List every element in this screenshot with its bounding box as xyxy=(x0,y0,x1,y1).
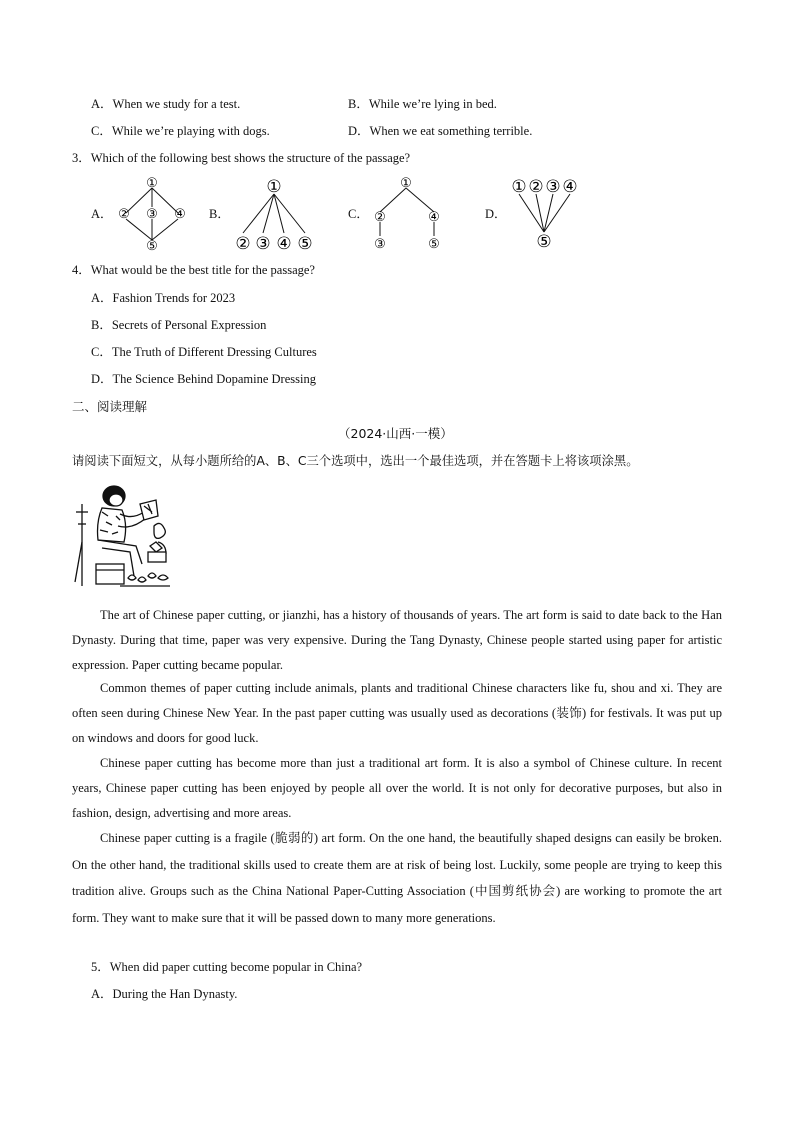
passage-source: （2024·山西·一模） xyxy=(338,426,453,441)
node-1: ① xyxy=(146,175,158,190)
q4-option-a: A．Fashion Trends for 2023 xyxy=(91,291,236,305)
passage-paragraph-4: Chinese paper cutting is a fragile (脆弱的) art form. On the one hand, the beautifully shaped designs can easily be broken. On the other hand, the traditional skills used to create them are at risk of being lost. Luckily, some people are trying to keep this tradition alive. Groups such as the China National Paper-Cutting Association (中国剪纸协会) are working to promote the art form. They want to make sure that it will be passed down to many more generations. xyxy=(72,831,722,925)
passage-paragraph-2: Common themes of paper cutting include animals, plants and traditional Chinese characters like fu, shou and xi. They are often seen during Chinese New Year. In the past paper cutting was usually used as decorations (装饰) for festivals. It was put up on windows and doors for good luck. xyxy=(72,681,722,745)
paper-cutting-illustration xyxy=(72,482,176,590)
q2-option-b: B．While we’re lying in bed. xyxy=(348,97,497,111)
q2-option-c: C．While we’re playing with dogs. xyxy=(91,124,270,138)
structure-diagram-d xyxy=(508,174,588,254)
node-5: ⑤ xyxy=(146,238,158,253)
node-3: ③ xyxy=(146,206,158,221)
q3-label-a: A． xyxy=(91,207,113,221)
q3-label-c: C． xyxy=(348,207,369,221)
node-2: ② xyxy=(528,177,544,196)
instruction: 请阅读下面短文，从每小题所给的A、B、C三个选项中，选出一个最佳选项，并在答题卡上将该项涂黑。 xyxy=(72,454,639,468)
structure-diagram-b xyxy=(230,174,320,254)
q2-option-a: A．When we study for a test. xyxy=(91,97,241,111)
structure-diagram-a xyxy=(112,174,192,254)
node-2: ② xyxy=(235,234,251,253)
node-3: ③ xyxy=(545,177,561,196)
node-1: ① xyxy=(266,177,282,196)
section-heading: 二、阅读理解 xyxy=(72,399,148,414)
structure-diagram-c xyxy=(366,174,446,254)
q3-label-b: B． xyxy=(209,207,230,221)
passage-paragraph-1: The art of Chinese paper cutting, or jianzhi, has a history of thousands of years. The art form is said to date back to the Han Dynasty. During that time, paper was very expensive. During the Tang Dynasty, Chinese people started using paper for artistic expression. Paper cutting became popular. xyxy=(72,608,722,672)
q5-option-a: A．During the Han Dynasty. xyxy=(91,987,238,1001)
q4-option-b: B．Secrets of Personal Expression xyxy=(91,318,267,332)
node-5: ⑤ xyxy=(297,234,313,253)
node-5: ⑤ xyxy=(536,232,552,251)
node-2: ② xyxy=(118,206,130,221)
passage-paragraph-3: Chinese paper cutting has become more than just a traditional art form. It is also a symbol of Chinese culture. In recent years, Chinese paper cutting has been enjoyed by people all over the world. It is not only for decorative purposes, but also in fashion, design, advertising and more areas. xyxy=(72,756,722,820)
node-3: ③ xyxy=(255,234,271,253)
node-5: ⑤ xyxy=(428,236,440,251)
q4-option-c: C．The Truth of Different Dressing Cultures xyxy=(91,345,317,359)
q4-stem: 4．What would be the best title for the passage? xyxy=(72,263,315,277)
q5-stem: 5．When did paper cutting become popular in China? xyxy=(91,960,363,974)
node-1: ① xyxy=(511,177,527,196)
node-1: ① xyxy=(400,175,412,190)
node-4: ④ xyxy=(428,209,440,224)
node-4: ④ xyxy=(276,234,292,253)
q2-option-d: D．When we eat something terrible. xyxy=(348,124,533,138)
node-4: ④ xyxy=(174,206,186,221)
node-2: ② xyxy=(374,209,386,224)
q3-stem: 3．Which of the following best shows the structure of the passage? xyxy=(72,151,411,165)
q3-label-d: D． xyxy=(485,207,507,221)
q4-option-d: D．The Science Behind Dopamine Dressing xyxy=(91,372,316,386)
node-4: ④ xyxy=(562,177,578,196)
node-3: ③ xyxy=(374,236,386,251)
